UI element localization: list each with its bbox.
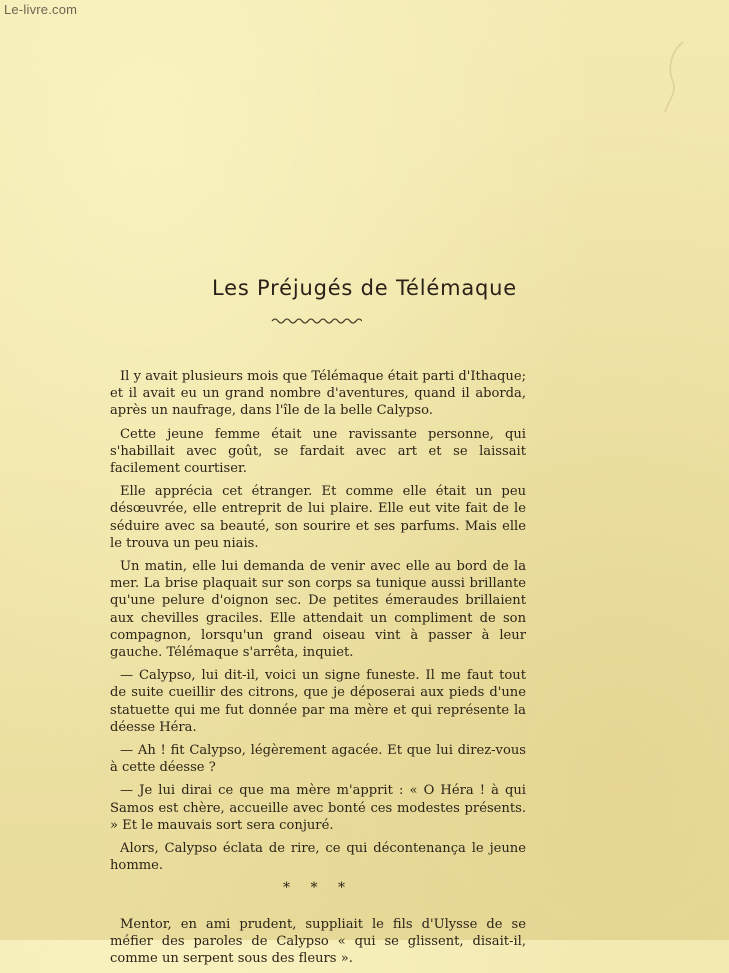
paragraph: — Calypso, lui dit-il, voici un signe funeste. Il me faut tout de suite cueillir des citrons, que je déposerai aux pieds d'une statuette qui me fut donnée par ma mère et qui représente la déesse Héra. bbox=[110, 668, 526, 735]
paragraph: Cette jeune femme était une ravissante personne, qui s'habillait avec goût, se fardait avec art et se laissait facilement courtiser. bbox=[110, 426, 526, 477]
watermark: Le-livre.com bbox=[4, 2, 78, 17]
paragraph: Un matin, elle lui demanda de venir avec elle au bord de la mer. La brise plaquait sur son corps sa tunique aussi brillante qu'une pelure d'oignon sec. De petites émeraudes brillaient aux chevilles graciles. Elle attendait un compliment de son compagnon, lorsqu'un grand oiseau vint à passer à leur gauche. Télémaque s'arrêta, inquiet. bbox=[110, 559, 526, 661]
section-separator: * * * bbox=[283, 880, 353, 897]
paragraph: Alors, Calypso éclata de rire, ce qui décontenança le jeune homme. bbox=[110, 841, 526, 874]
paragraph: Elle apprécia cet étranger. Et comme elle était un peu désœuvrée, elle entreprit de lui plaire. Elle eut vite fait de le séduire avec sa beauté, son sourire et ses parfums. Mais elle le trouva un peu niais. bbox=[110, 484, 526, 551]
final-paragraph: Mentor, en ami prudent, suppliait le fils d'Ulysse de se méfier des paroles de Calypso « qui se glissent, disait-il, comme un serpent sous des fleurs ». bbox=[110, 916, 526, 967]
paragraph: — Je lui dirai ce que ma mère m'apprit : « O Héra ! à qui Samos est chère, accueille avec bonté ces modestes présents. » Et le mauvais sort sera conjuré. bbox=[110, 783, 526, 833]
margin-stain bbox=[661, 38, 691, 118]
page-title: Les Préjugés de Télémaque bbox=[211, 276, 517, 301]
story-text bbox=[110, 368, 526, 973]
paragraph: Il y avait plusieurs mois que Télémaque était parti d'Ithaque; et il avait eu un grand nombre d'aventures, quand il aborda, après un naufrage, dans l'île de la belle Calypso. bbox=[110, 369, 526, 419]
title-ornament bbox=[270, 316, 362, 326]
paragraph: — Ah ! fit Calypso, légèrement agacée. Et que lui direz-vous à cette déesse ? bbox=[110, 743, 526, 776]
